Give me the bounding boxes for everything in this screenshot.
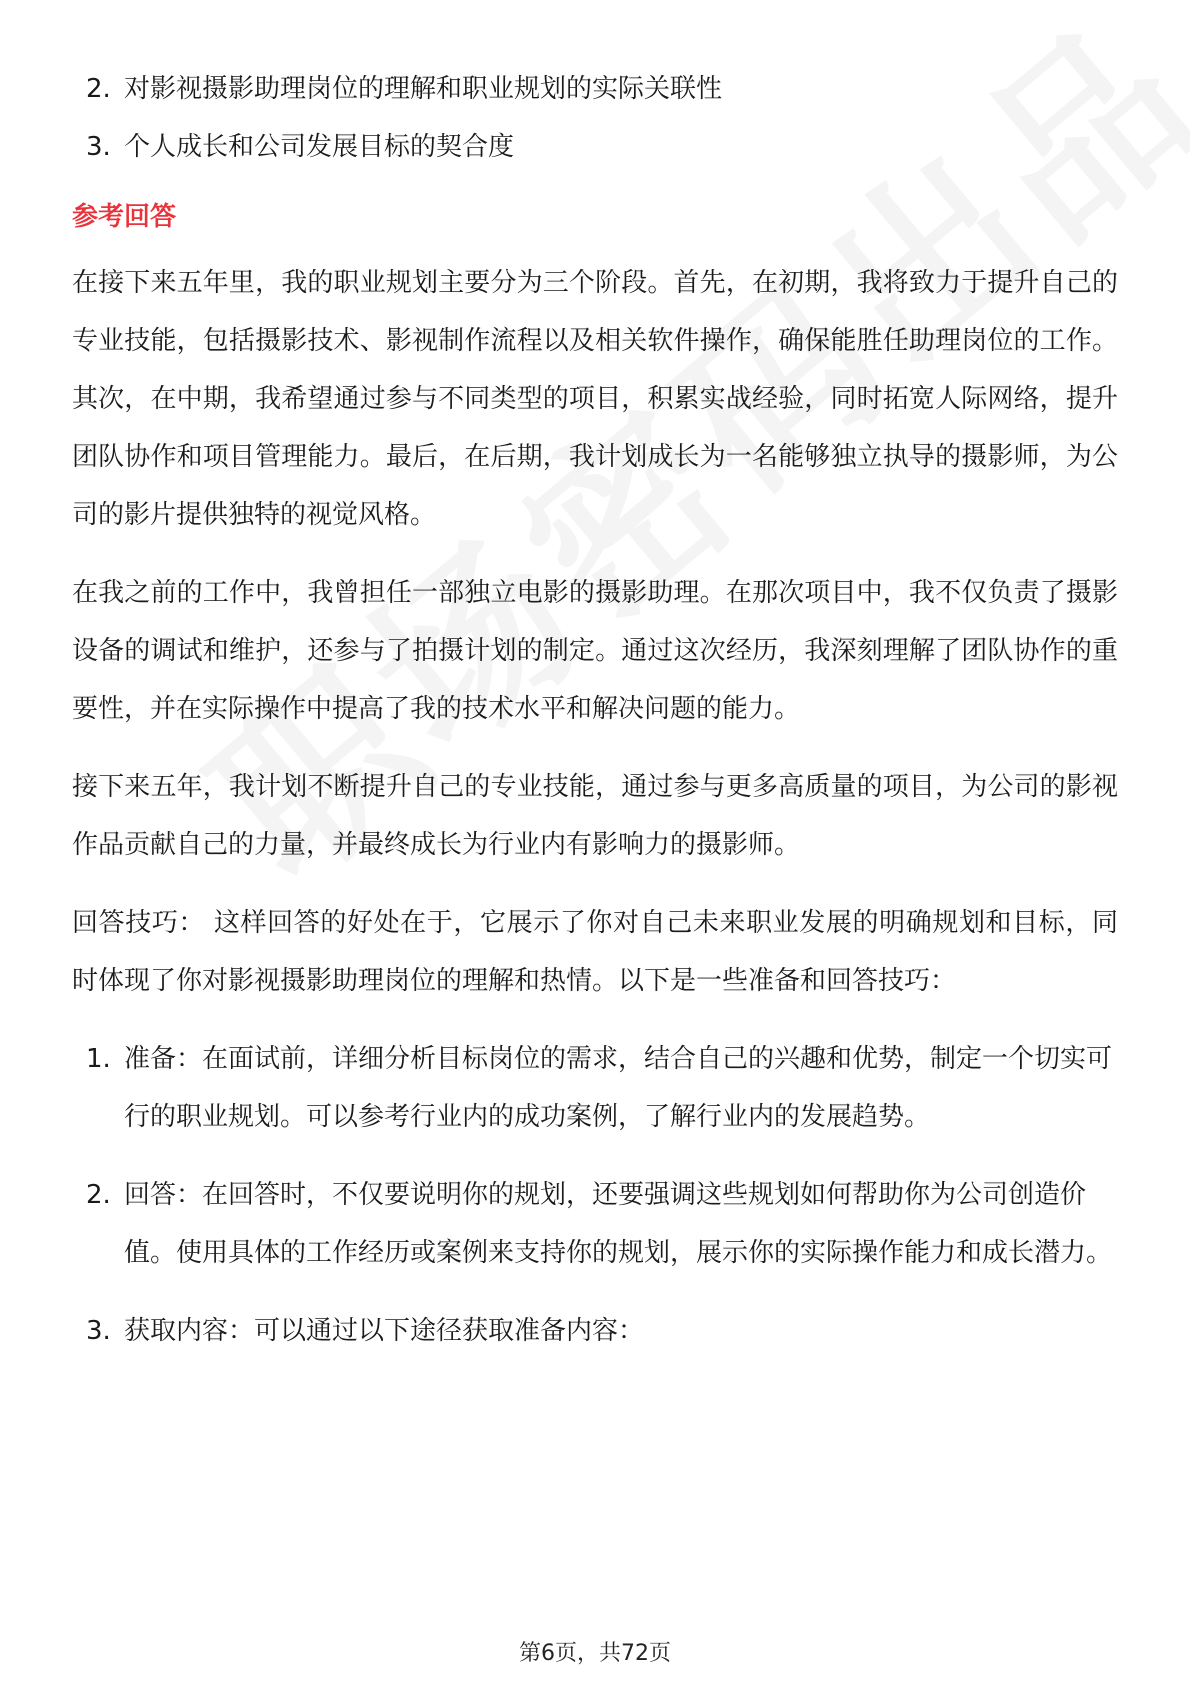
list-item-text: 回答：在回答时，不仅要说明你的规划，还要强调这些规划如何帮助你为公司创造价值。使用具体的工作经历或案例来支持你的规划，展示你的实际操作能力和成长潜力。 (124, 1180, 1113, 1268)
list-item-number: 3. (86, 132, 111, 162)
paragraph: 在接下来五年里，我的职业规划主要分为三个阶段。首先，在初期，我将致力于提升自己的专业技能，包括摄影技术、影视制作流程以及相关软件操作，确保能胜任助理岗位的工作。其次，在中期，我希望通过参与不同类型的项目，积累实战经验，同时拓宽人际网络，提升团队协作和项目管理能力。最后，在后期，我计划成长为一名能够独立执导的摄影师，为公司的影片提供独特的视觉风格。 (72, 268, 1118, 530)
list-item-text: 对影视摄影助理岗位的理解和职业规划的实际关联性 (124, 74, 723, 104)
list-item-number: 3. (86, 1316, 111, 1346)
paragraph: 接下来五年，我计划不断提升自己的专业技能，通过参与更多高质量的项目，为公司的影视作品贡献自己的力量，并最终成长为行业内有影响力的摄影师。 (72, 772, 1118, 860)
list-item-text: 获取内容：可以通过以下途径获取准备内容： (124, 1316, 645, 1346)
page-content (72, 60, 1118, 1380)
page-footer: 第6页，共72页 (519, 1641, 671, 1666)
paragraph: 在我之前的工作中，我曾担任一部独立电影的摄影助理。在那次项目中，我不仅负责了摄影设备的调试和维护，还参与了拍摄计划的制定。通过这次经历，我深刻理解了团队协作的重要性，并在实际操作中提高了我的技术水平和解决问题的能力。 (72, 578, 1118, 724)
tips-list (72, 1030, 1118, 1360)
criteria-list (72, 60, 1118, 176)
list-item (72, 118, 1118, 176)
list-item (72, 1166, 1118, 1282)
list-item-text: 个人成长和公司发展目标的契合度 (124, 132, 515, 162)
list-item (72, 60, 1118, 118)
section-heading: 参考回答 (72, 202, 177, 232)
list-item-number: 2. (86, 1180, 111, 1210)
list-item-text: 准备：在面试前，详细分析目标岗位的需求，结合自己的兴趣和优势，制定一个切实可行的职业规划。可以参考行业内的成功案例，了解行业内的发展趋势。 (124, 1044, 1113, 1132)
list-item (72, 1030, 1118, 1146)
list-item-number: 2. (86, 74, 111, 104)
list-item-number: 1. (86, 1044, 111, 1074)
list-item (72, 1302, 1118, 1360)
paragraph: 回答技巧： 这样回答的好处在于，它展示了你对自己未来职业发展的明确规划和目标，同时体现了你对影视摄影助理岗位的理解和热情。以下是一些准备和回答技巧： (72, 908, 1118, 996)
